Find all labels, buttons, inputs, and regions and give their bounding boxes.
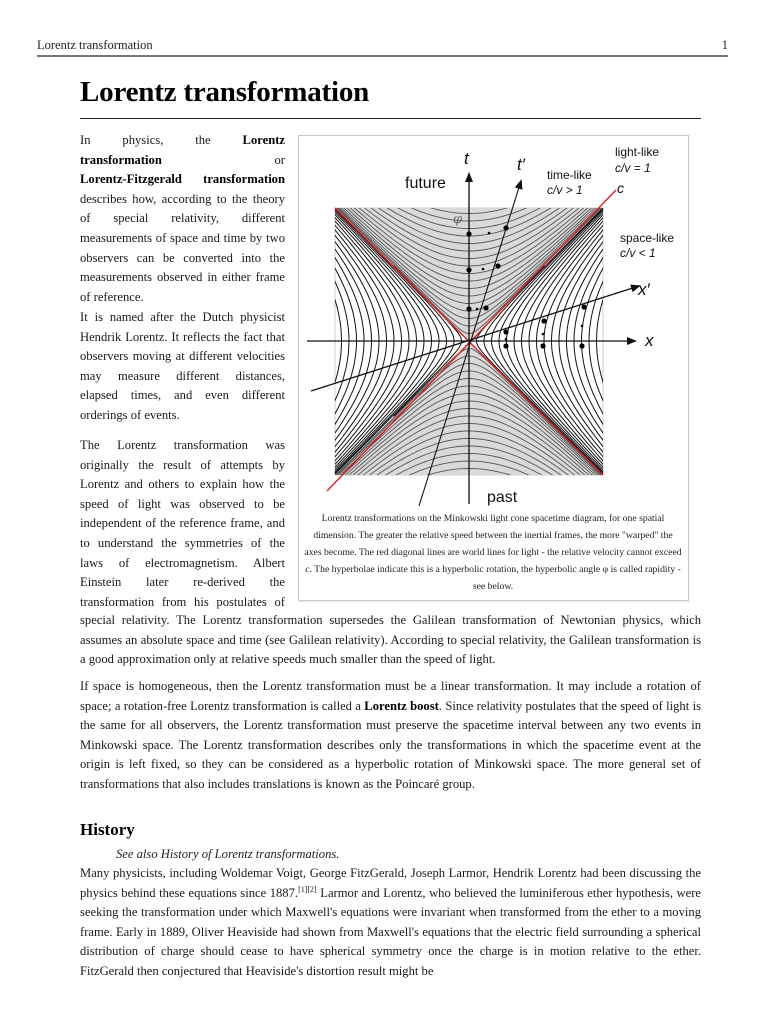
event-point	[540, 343, 545, 348]
intro-line-3	[80, 170, 285, 190]
intro-line-2	[80, 151, 285, 171]
paragraph-text: Larmor and Lorentz, who believed the luminiferous ether hypothesis, were seeking the transformation under which Maxwell's equations were invariant when transformed from the ether to a moving frame. Early in 1889, Oliver Heaviside had shown from Maxwell's equations that the electric field surrounding a spherical distribution of charge should cease to have spherical symmetry once the charge is in motion relative to the ether. FitzGerald then conjectured that Heaviside's distortion result might be	[80, 885, 701, 978]
caption-text: . The hyperbolae indicate this is a hyperbolic rotation, the hyperbolic angle φ is called rapidity - see below.	[309, 564, 681, 592]
word: the	[195, 133, 211, 147]
intro-line-1	[80, 131, 285, 151]
x-prime-axis-label: x′	[638, 280, 650, 299]
page-number: 1	[721, 38, 728, 52]
event-point	[503, 343, 508, 348]
space-like-hyperbola	[299, 136, 349, 511]
header-rule	[37, 55, 728, 57]
bold-term: transformation	[80, 152, 162, 167]
event-point	[495, 263, 500, 268]
intro-paragraph-2	[80, 308, 285, 426]
running-header-title: Lorentz transformation	[37, 38, 153, 52]
paragraph-text: It is named after the Dutch physicist Hendrik Lorentz. It reflects the fact that observers moving at different velocities may measure different distances, elapsed times, and even different orderings of events.	[80, 310, 285, 422]
paragraph-text: If space is homogeneous, then the Lorentz transformation must be a linear transformation. It may include a rotation of space; a rotation-free Lorentz transformation is called a	[80, 679, 701, 713]
space-like-hyperbola	[589, 136, 688, 511]
running-header	[37, 37, 728, 55]
event-point	[466, 231, 471, 236]
section-heading-history: History	[80, 820, 135, 839]
rapidity-arrow-marker	[505, 338, 508, 341]
intro-paragraph-1	[80, 131, 285, 307]
word: or	[274, 152, 285, 167]
see-also-link[interactable]: See also History of Lorentz transformations.	[116, 847, 340, 861]
intro-paragraph-4	[80, 677, 701, 795]
spacetime-diagram	[299, 136, 688, 511]
caption-text: Lorentz transformations on the Minkowski light cone spacetime diagram, for one spatial dimension. The greater the relative speed between the inertial frames, the more "warped" the axes become. The red diagonal lines are world lines for light - the relative velocity cannot exceed	[304, 513, 682, 558]
bold-term: Lorentz	[242, 133, 285, 147]
paragraph-text: . Since relativity postulates that the speed of light is the same for all observers, the Lorentz transformation must preserve the spacetime interval between any two events in Minkowski space. The Lorentz transformation describes only the transformations in which the spacetime event at the origin is left fixed, so they can be considered as a hyperbolic rotation of Minkowski space. The more general set of transformations that also includes translations is known as the Poincaré group.	[80, 698, 701, 791]
word: In	[80, 133, 91, 147]
figure-caption	[304, 510, 682, 595]
light-like-label: light-like	[615, 145, 660, 159]
time-like-condition: c/v > 1	[547, 183, 583, 197]
event-point	[581, 304, 586, 309]
bold-term: Lorentz boost	[364, 698, 439, 713]
rapidity-arrow-marker	[482, 268, 485, 271]
light-like-condition: c/v = 1	[615, 161, 651, 175]
rapidity-arrow-marker	[488, 232, 491, 235]
space-like-label: space-like	[620, 231, 675, 245]
event-point	[503, 225, 508, 230]
intro-text: describes how, according to the theory of special relativity, different measurements of space and time by two observers can be converted into the measurements observed in either frame of reference.	[80, 191, 285, 304]
title-rule	[80, 118, 701, 119]
intro-paragraph-3	[80, 436, 285, 612]
t-axis-label: t	[464, 149, 469, 168]
rapidity-arrow-marker	[542, 333, 545, 336]
space-like-hyperbola	[597, 136, 689, 511]
paragraph-text: Many physicists, including Woldemar Voigt, George FitzGerald, Joseph Larmor, Hendrik Lorentz had been discussing the physics behind these equations since 1887.	[80, 866, 701, 900]
event-point	[579, 343, 584, 348]
time-like-label: time-like	[547, 168, 592, 182]
past-label: past	[487, 489, 518, 506]
bold-term: Lorentz-Fitzgerald	[80, 172, 182, 187]
space-like-hyperbola	[299, 136, 334, 511]
rapidity-arrow-marker	[476, 308, 479, 311]
event-point	[541, 318, 546, 323]
event-point	[503, 329, 508, 334]
bold-term: transformation	[203, 172, 285, 187]
word: physics,	[122, 133, 164, 147]
figure-box	[298, 135, 689, 601]
event-point	[466, 267, 471, 272]
page-title: Lorentz transformation	[80, 76, 370, 108]
future-label: future	[405, 175, 446, 192]
citation-refs[interactable]: [1][2]	[298, 884, 317, 894]
caption-c-symbol: c	[305, 564, 310, 575]
x-axis-label: x	[645, 331, 654, 350]
history-paragraph-1	[80, 864, 701, 982]
space-like-condition: c/v < 1	[620, 246, 656, 260]
event-point	[466, 306, 471, 311]
c-label: c	[617, 180, 624, 196]
intro-paragraph-3-continued: special relativity. The Lorentz transformation supersedes the Galilean transformation of Newtonian physics, which assumes an absolute space and time (see Galilean relativity). According to special relativity, the Galilean transformation is a good approximation only at relative speeds much smaller than the speed of light.	[80, 613, 701, 667]
rapidity-arrow-marker	[581, 325, 584, 328]
t-prime-axis-label: t′	[517, 155, 525, 174]
event-point	[483, 305, 488, 310]
paragraph-text: The Lorentz transformation was originally the result of attempts by Lorentz and others to explain how the speed of light was observed to be independent of the reference frame, and to understand the symmetries of the laws of electromagnetism. Albert Einstein later re-derived the transformation from his postulates of	[80, 438, 285, 609]
phi-label: φ	[453, 212, 463, 227]
